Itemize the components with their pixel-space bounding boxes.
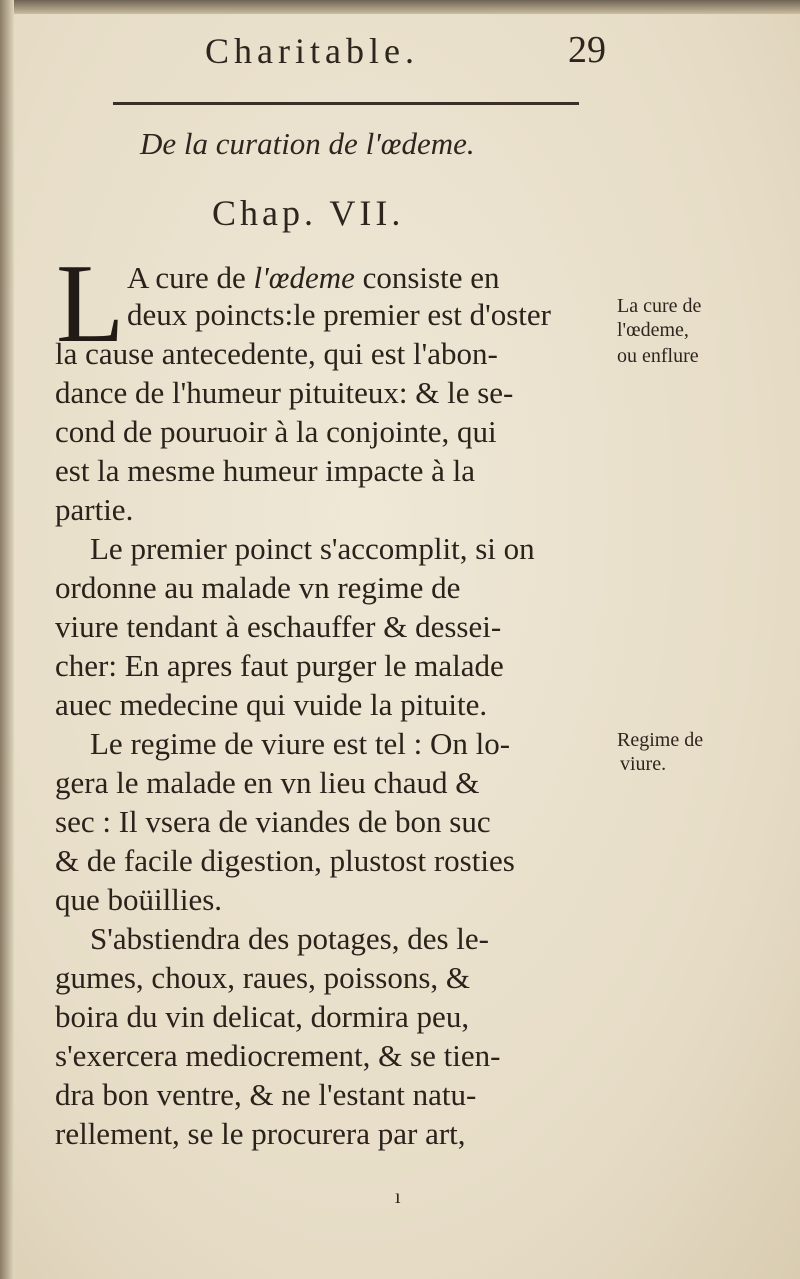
page-edge-top [0, 0, 800, 14]
catch-mark: ı [395, 1186, 401, 1208]
margin-note-line: viure. [620, 753, 667, 775]
margin-note-line: l'œdeme, [617, 319, 689, 341]
text-line: gumes, choux, raues, poissons, & [55, 960, 471, 995]
text-line: est la mesme humeur impacte à la [55, 453, 476, 488]
text-line: S'abstiendra des potages, des le- [90, 921, 490, 956]
text-line: rellement, se le procurera par art, [55, 1116, 466, 1151]
italic-term: l'œdeme [253, 260, 355, 295]
text-segment: consiste en [354, 260, 500, 295]
text-line: s'exercera mediocrement, & se tien- [55, 1038, 501, 1073]
text-segment: A cure de [127, 260, 254, 295]
chapter-subtitle: De la curation de l'œdeme. [140, 126, 475, 161]
text-line: ordonne au malade vn regime de [55, 570, 461, 605]
header-rule [113, 102, 579, 105]
text-line: boira du vin delicat, dormira peu, [55, 999, 470, 1034]
text-line: deux poincts:le premier est d'oster [127, 297, 551, 332]
text-line: dra bon ventre, & ne l'estant natu- [55, 1077, 477, 1112]
text-line: viure tendant à eschauffer & dessei- [55, 609, 502, 644]
text-line: cond de pouruoir à la conjointe, qui [55, 414, 497, 449]
margin-note-line: La cure de [617, 295, 702, 317]
text-line: Le premier poinct s'accomplit, si on [90, 531, 535, 566]
text-line: Le regime de viure est tel : On lo- [90, 726, 511, 761]
text-line: que boüillies. [55, 882, 223, 917]
text-line: cher: En apres faut purger le malade [55, 648, 504, 683]
text-line: & de facile digestion, plustost rosties [55, 843, 515, 878]
margin-note-line: Regime de [617, 729, 704, 751]
margin-note-line: ou enflure [617, 345, 699, 367]
text-line: partie. [55, 492, 134, 527]
text-line: sec : Il vsera de viandes de bon suc [55, 804, 491, 839]
running-head: Charitable. [205, 31, 419, 71]
chapter-heading: Chap. VII. [212, 193, 405, 233]
text-line [127, 260, 500, 296]
text-line: la cause antecedente, qui est l'abon- [55, 336, 498, 371]
text-line: gera le malade en vn lieu chaud & [55, 765, 480, 800]
page-edge-left [0, 0, 14, 1279]
text-line: auec medecine qui vuide la pituite. [55, 687, 488, 722]
page-number: 29 [568, 29, 606, 71]
text-line: dance de l'humeur pituiteux: & le se- [55, 375, 514, 410]
drop-cap: L [56, 242, 125, 366]
